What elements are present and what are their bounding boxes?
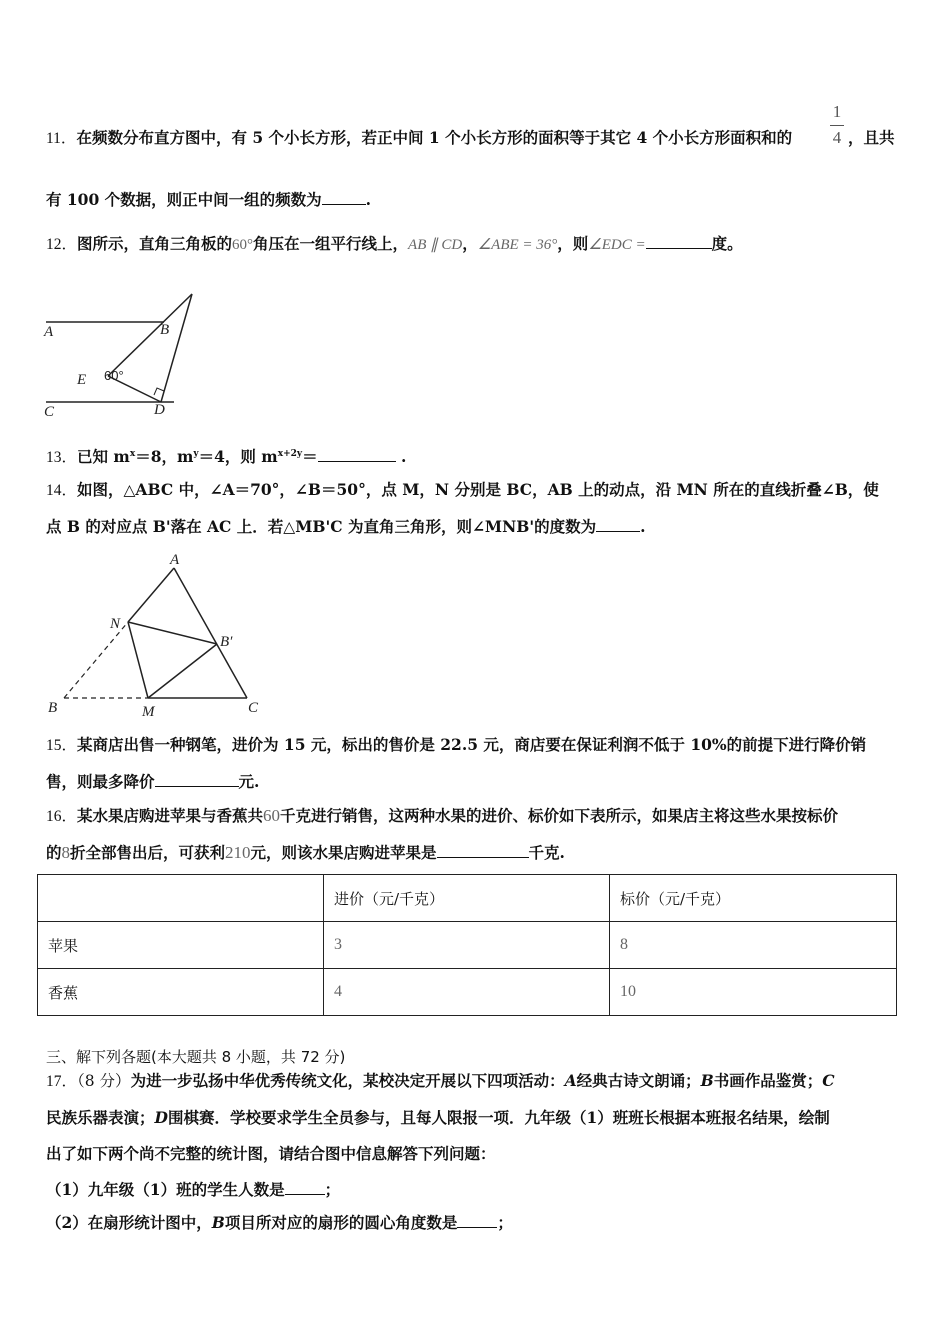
q14-line2: [46, 517, 646, 537]
q12-end: 度。: [711, 234, 743, 253]
table-header-cell: [38, 875, 324, 922]
q17-line3: [46, 1144, 496, 1164]
table-cell-name: 香蕉: [38, 969, 324, 1016]
q16-text1a: 某水果店购进苹果与香蕉共: [77, 806, 264, 825]
q16-value-8: 8: [61, 843, 71, 862]
q17-text2b: 围棋赛．学校要求学生全员参与，且每人限报一项．九年级（1）班班长根据本班报名结果，绘制: [167, 1108, 830, 1127]
q12-number: 12．: [46, 236, 78, 253]
q12-figure: [40, 288, 210, 420]
table-cell-name: 苹果: [38, 922, 324, 969]
q17-part1-text: （1）九年级（1）班的学生人数是: [46, 1180, 285, 1199]
q15-line2: [46, 772, 259, 792]
label-m: M: [142, 704, 155, 720]
q11-text-end: ，且共: [848, 128, 895, 147]
q17-part2-text-a: （2）在扇形统计图中，: [46, 1213, 212, 1232]
table-row: [38, 922, 897, 969]
q11-text: 在频数分布直方图中，有 5 个小长方形，若正中间 1 个小长方形的面积等于其它 4 个小长方形面积和的: [76, 128, 793, 147]
q17-score: （8 分）: [77, 1072, 131, 1090]
answer-blank[interactable]: [596, 517, 640, 532]
q17-part2-text-b: 项目所对应的扇形的圆心角度数是: [224, 1213, 458, 1232]
q12-text-pre: 图所示，直角三角板的: [77, 234, 233, 253]
q11-number: 11．: [46, 130, 77, 147]
section-heading: 三、解下列各题(本大题共 8 小题，共 72 分): [46, 1048, 346, 1066]
q16-value-210: 210: [225, 843, 251, 862]
label-a: A: [44, 324, 54, 340]
q13-exp-x: x: [129, 449, 136, 459]
q17-option-a: A: [564, 1071, 577, 1090]
q11-text2: 有 100 个数据，则正中间一组的频数为: [46, 190, 322, 209]
q17-text3: 出了如下两个尚不完整的统计图，请结合图中信息解答下列问题：: [46, 1144, 496, 1163]
q13-number: 13．: [46, 449, 78, 467]
table-cell-price: 10: [610, 969, 897, 1016]
label-n: N: [110, 616, 121, 632]
q11-line2: [46, 190, 371, 210]
q12-text-mid: 角压在一组平行线上，: [253, 234, 409, 253]
fraction-numerator: 1: [832, 102, 842, 121]
q17-text2a: 民族乐器表演；: [46, 1108, 155, 1127]
fraction-bar: [830, 125, 844, 126]
q14-figure: [44, 550, 274, 720]
label-angle: 60°: [104, 368, 124, 383]
q16-line2: [46, 843, 565, 863]
q16-text2b: 折全部售出后，可获利: [70, 843, 226, 862]
label-b-prime: B′: [220, 634, 233, 650]
q17-part1: [46, 1180, 340, 1200]
label-b: B: [160, 322, 170, 338]
q17-option-d: D: [154, 1108, 168, 1127]
q16-line1: [46, 806, 838, 827]
side-ac: [174, 568, 247, 698]
q17-text1b: 经典古诗文朗诵；: [576, 1071, 701, 1090]
q17-line1: [46, 1071, 835, 1092]
q11-period: .: [365, 190, 372, 209]
label-c: C: [248, 700, 259, 716]
q16-text2d: 千克.: [528, 843, 565, 862]
table-cell-cost: 4: [324, 969, 610, 1016]
q13-exp-x2y: x+2y: [277, 449, 303, 459]
q14-period: .: [640, 517, 646, 536]
table-header-cell: 标价（元/千克）: [610, 875, 897, 922]
q14-number: 14．: [46, 482, 78, 499]
q12-angle-condition: ∠ABE = 36°: [477, 237, 558, 253]
q14-text2: 点 B 的对应点 B'落在 AC 上．若△MB'C 为直角三角形，则∠MNB'的度数为: [46, 517, 597, 536]
q17-number: 17．: [46, 1073, 78, 1090]
q12-ask: ∠EDC =: [588, 237, 646, 253]
q13-line: [46, 444, 406, 468]
answer-blank[interactable]: [285, 1180, 325, 1195]
q16-text2c: 元，则该水果店购进苹果是: [250, 843, 437, 862]
q17-option-c: C: [822, 1071, 835, 1090]
q13-equals: ＝: [302, 447, 318, 467]
q14-line1: [46, 480, 879, 501]
q15-unit: 元.: [238, 772, 260, 791]
q12-text-mid2: ，则: [557, 234, 589, 253]
fold-nm: [128, 622, 148, 698]
q16-text2a: 的: [46, 843, 62, 862]
q13-period: .: [395, 447, 407, 467]
triangle-side-bd: [161, 294, 192, 402]
side-na: [128, 568, 174, 622]
q15-number: 15．: [46, 737, 78, 754]
fold-nb1: [128, 622, 217, 644]
answer-blank[interactable]: [318, 447, 396, 462]
answer-blank[interactable]: [155, 772, 239, 787]
q17-option-b: B: [700, 1071, 714, 1090]
q17-text1c: 书画作品鉴赏；: [713, 1071, 823, 1090]
dashed-bn: [64, 622, 128, 698]
q16-text1b: 千克进行销售，这两种水果的进价、标价如下表所示，如果店主将这些水果按标价: [280, 806, 839, 825]
q13-text: 已知 m: [77, 447, 130, 467]
q17-part2: [46, 1213, 513, 1233]
q12-line: [46, 234, 743, 255]
table-cell-cost: 3: [324, 922, 610, 969]
q14-text1: 如图，△ABC 中，∠A＝70°，∠B＝50°，点 M，N 分别是 BC，AB 上的动点，沿 MN 所在的直线折叠∠B，使: [77, 480, 879, 499]
answer-blank[interactable]: [457, 1213, 497, 1228]
q12-parallel-condition: AB ∥ CD: [408, 237, 463, 253]
table-row: [38, 969, 897, 1016]
q11-line1: [46, 128, 792, 149]
answer-blank[interactable]: [646, 234, 712, 249]
q17-text1a: 为进一步弘扬中华优秀传统文化，某校决定开展以下四项活动：: [130, 1071, 565, 1090]
q17-part2-b: B: [211, 1213, 225, 1232]
q15-text2: 售，则最多降价: [46, 772, 155, 791]
q16-number: 16．: [46, 808, 78, 825]
q17-part1-end: ；: [324, 1180, 341, 1199]
triangle-side-eb: [108, 294, 192, 376]
q13-exp-y: y: [193, 449, 199, 459]
q15-line1: [46, 735, 866, 756]
fold-mb1: [148, 644, 217, 698]
fraction-denominator: 4: [832, 128, 842, 147]
label-a: A: [170, 552, 180, 568]
fruit-price-table: [37, 874, 897, 1016]
q13-text-mid2: ＝4，则 m: [198, 447, 278, 467]
right-angle-mark: [154, 388, 164, 395]
answer-blank[interactable]: [322, 190, 366, 205]
label-e: E: [77, 372, 87, 388]
q12-angle: 60°: [232, 237, 254, 253]
q17-line2: [46, 1108, 830, 1128]
answer-blank[interactable]: [437, 843, 529, 858]
q17-part2-end: ；: [497, 1213, 513, 1232]
q16-value-60: 60: [263, 806, 281, 825]
table-cell-price: 8: [610, 922, 897, 969]
table-header-row: [38, 875, 897, 922]
q15-text1: 某商店出售一种钢笔，进价为 15 元，标出的售价是 22.5 元，商店要在保证利润不低于 10%的前提下进行降价销: [77, 735, 867, 754]
label-b: B: [48, 700, 58, 716]
q13-text-mid1: ＝8，m: [135, 447, 194, 467]
q12-comma: ，: [462, 234, 478, 253]
label-c: C: [44, 404, 55, 420]
table-header-cell: 进价（元/千克）: [324, 875, 610, 922]
label-d: D: [154, 402, 165, 418]
q11-line1-end: [848, 128, 895, 148]
